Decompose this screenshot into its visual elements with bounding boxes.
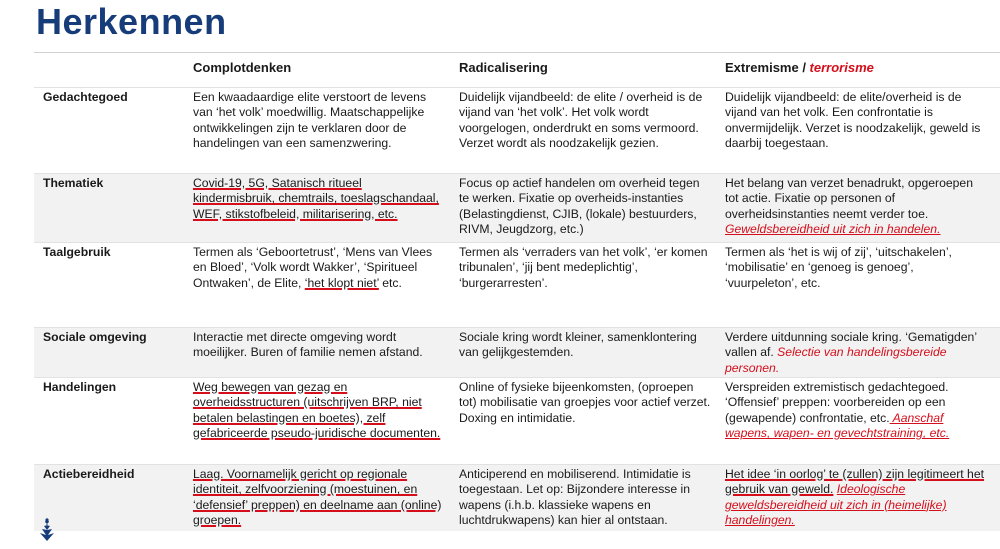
table-cell xyxy=(459,243,725,328)
table-row xyxy=(34,174,1000,243)
table-cell xyxy=(725,88,1000,174)
table-cell xyxy=(193,88,459,174)
header-complotdenken: Complotdenken xyxy=(193,60,292,75)
table-cell xyxy=(725,465,1000,531)
cell-text: Een kwaadaardige elite verstoort de levens van ‘het volk’ moedwillig. Maatschappelijke ontwikkelingen zijn te verklaren door de handelingen van een samenzwering. xyxy=(193,90,427,151)
table-cell xyxy=(725,328,1000,378)
table-cell xyxy=(459,88,725,174)
table-cell xyxy=(193,465,459,531)
table-cell xyxy=(459,465,725,531)
table-row xyxy=(34,88,1000,174)
row-label: Actiebereidheid xyxy=(43,467,135,481)
cell-text: ‘het klopt niet’ xyxy=(304,275,379,290)
header-empty xyxy=(34,53,193,88)
cell-text: Duidelijk vijandbeeld: de elite / overheid is de vijand van ‘het volk’. Het volk wordt voorgelogen, onderdrukt en soms vermoord. Verzet wordt als noodzakelijk gezien. xyxy=(459,90,703,151)
table-cell xyxy=(725,174,1000,243)
header-radicalisering: Radicalisering xyxy=(459,60,548,75)
comparison-table xyxy=(34,53,1000,531)
cell-text: Verdere uitdunning sociale kring. ‘Gematigden’ vallen af. xyxy=(725,330,977,360)
table-row xyxy=(34,465,1000,531)
table-cell xyxy=(459,328,725,378)
table-row xyxy=(34,378,1000,465)
cell-text: Ideologische geweldsbereidheid uit zich in (heimelijke) handelingen. xyxy=(725,482,947,528)
table-cell xyxy=(459,378,725,465)
table-cell xyxy=(193,328,459,378)
cell-text: Weg bewegen van gezag en overheidsstructuren (uitschrijven BRP, niet betalen belastingen en boetes), zelf gefabriceerde pseudo-juridische documenten. xyxy=(193,380,441,441)
table-cell xyxy=(459,174,725,243)
header-terrorisme-text: terrorisme xyxy=(809,60,874,75)
cell-text: Covid-19, 5G, Satanisch ritueel kindermisbruik, chemtrails, toeslagschandaal, WEF, stikstofbeleid, militarisering, etc. xyxy=(193,176,439,221)
cell-text: Interactie met directe omgeving wordt moeilijker. Buren of familie nemen afstand. xyxy=(193,330,423,360)
cell-text: Duidelijk vijandbeeld: de elite/overheid is de vijand van het volk. Een confrontatie is onvermijdelijk. Verzet is noodzakelijk, geweld is daarbij toegestaan. xyxy=(725,90,981,151)
cell-text: Termen als ‘het is wij of zij’, ‘uitschakelen’, ‘mobilisatie’ en ‘genoeg is genoeg’, ‘vuurpeleton’, etc. xyxy=(725,245,952,290)
row-label: Handelingen xyxy=(43,380,117,394)
cell-text: Aanschaf wapens, wapen- en gevechtstraining, etc. xyxy=(725,410,950,441)
table-cell xyxy=(725,378,1000,465)
table-cell xyxy=(193,243,459,328)
cell-text: Termen als ‘Geboortetrust’, ‘Mens van Vlees en Bloed’, ‘Volk wordt Wakker’, ‘Spiritueel Ontwaken’, de Elite, xyxy=(193,245,433,290)
police-logo-icon xyxy=(36,516,58,542)
cell-text: Sociale kring wordt kleiner, samenklontering van gelijkgestemden. xyxy=(459,330,697,360)
cell-text: Online of fysieke bijeenkomsten, (oproepen tot) mobilisatie van groepjes voor actief verzet. Doxing en intimidatie. xyxy=(459,380,711,425)
table-cell xyxy=(193,378,459,465)
cell-text: Het belang van verzet benadrukt, opgeroepen tot actie. Fixatie op personen of overheidsinstanties neemt verder toe. xyxy=(725,176,973,221)
cell-text: Focus op actief handelen om overheid tegen te werken. Fixatie op overheids-instanties (Belastingdienst, CJIB, (lokale) bestuurders, RIVM, Jeugdzorg, etc.) xyxy=(459,176,700,237)
header-extremisme xyxy=(725,53,1000,88)
cell-text: Anticiperend en mobiliserend. Intimidatie is toegestaan. Let op: Bijzondere interesse in wapens (i.h.b. klassieke wapens en luchtdrukwapens) kan hier al ontstaan. xyxy=(459,467,691,528)
row-label: Taalgebruik xyxy=(43,245,111,259)
page-title: Herkennen xyxy=(36,1,227,42)
table-row xyxy=(34,243,1000,328)
table-cell xyxy=(193,174,459,243)
cell-text: Het idee ‘in oorlog’ te (zullen) zijn legitimeert het gebruik van geweld. xyxy=(725,467,984,497)
header-extremisme-text: Extremisme / xyxy=(725,60,810,75)
row-label: Sociale omgeving xyxy=(43,330,147,344)
cell-text: Selectie van handelingsbereide personen. xyxy=(725,345,947,375)
cell-text: Termen als ‘verraders van het volk’, ‘er komen tribunalen’, ‘jij bent medeplichtig’, ‘burgerarresten’. xyxy=(459,245,708,290)
cell-text: Laag. Voornamelijk gericht op regionale identiteit, zelfvoorziening (moestuinen, en ‘defensief’ preppen) en deelname aan (online) groepen. xyxy=(193,467,442,528)
table-cell xyxy=(725,243,1000,328)
cell-text: Geweldsbereidheid uit zich in handelen. xyxy=(725,222,941,237)
table-header-row xyxy=(34,53,1000,88)
table-row xyxy=(34,328,1000,378)
cell-text: etc. xyxy=(378,275,402,290)
row-label: Thematiek xyxy=(43,176,104,190)
cell-text: Verspreiden extremistisch gedachtegoed. ‘Offensief’ preppen: voorbereiden op een (gewapende) confrontatie, etc. xyxy=(725,380,949,425)
row-label: Gedachtegoed xyxy=(43,90,128,104)
